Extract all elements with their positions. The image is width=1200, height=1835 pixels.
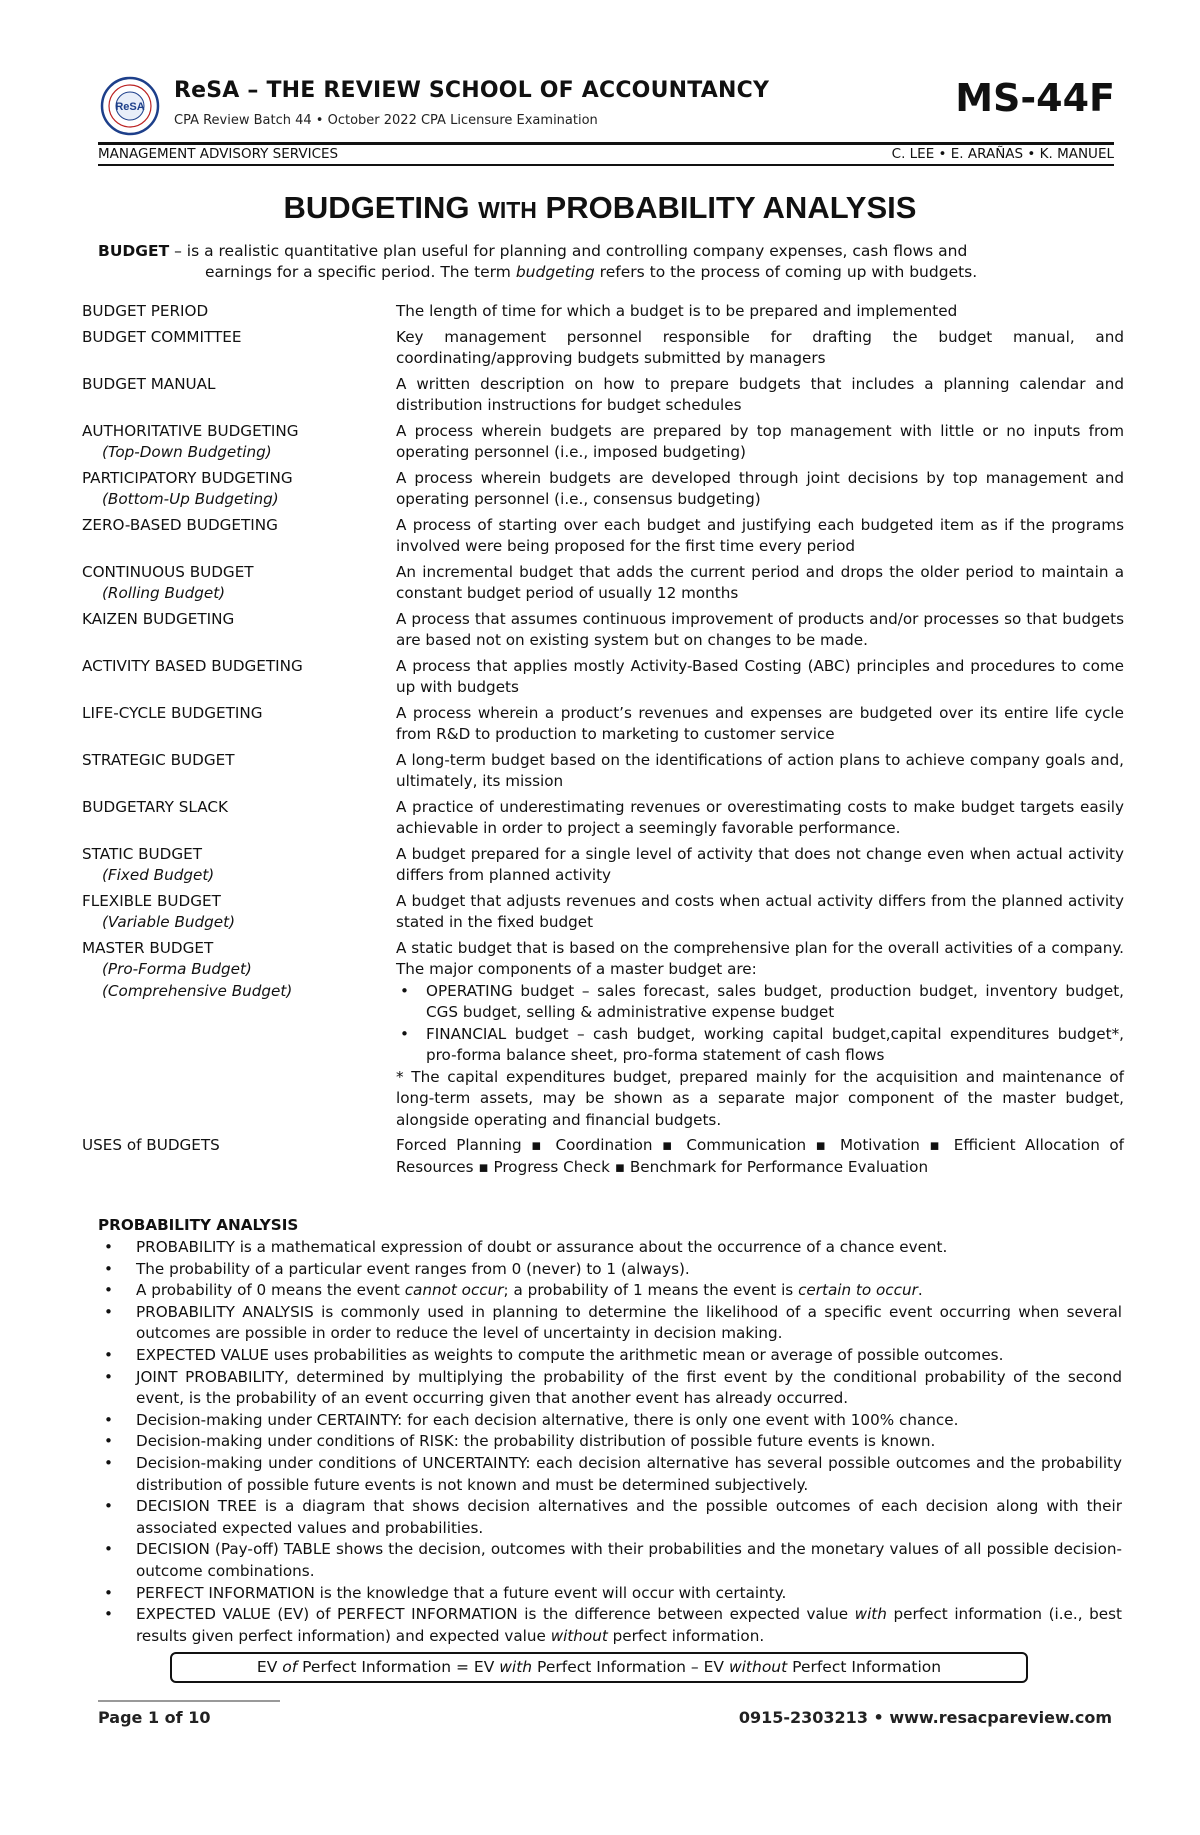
header-rule-bottom <box>98 164 1114 166</box>
text: . <box>917 1281 923 1300</box>
title-part: BUDGETING <box>283 190 479 225</box>
page-title <box>0 190 1200 226</box>
glossary-term-cell <box>82 468 396 511</box>
glossary-row <box>82 703 1122 746</box>
glossary-term-cell <box>82 703 396 746</box>
glossary-description: A practice of underestimating revenues or overestimating costs to make budget targets easily achievable in order to project a seemingly favorable performance. <box>396 797 1124 837</box>
list-item: • PROBABILITY ANALYSIS is commonly used in planning to determine the likelihood of a specific event occurring when several outcomes are possible in order to reduce the level of uncertainty in decision making. <box>98 1302 1122 1345</box>
list-item: • DECISION TREE is a diagram that shows decision alternatives and the possible outcomes of each decision along with their associated expected values and probabilities. <box>98 1496 1122 1539</box>
school-name: ReSA – THE REVIEW SCHOOL OF ACCOUNTANCY <box>174 78 770 103</box>
resa-logo-seal <box>100 76 160 136</box>
text: Perfect Information = EV <box>297 1658 500 1676</box>
glossary-term-cell <box>82 656 396 699</box>
evpi-formula-box <box>170 1652 1028 1683</box>
list-item: • Decision-making under conditions of UNCERTAINTY: each decision alternative has several possible outcomes and the probability distribution of possible future events is not known and must be determined subjectively. <box>98 1453 1122 1496</box>
glossary-row <box>82 468 1122 511</box>
glossary-term-cell <box>82 374 396 417</box>
glossary-term: STATIC BUDGET <box>82 844 203 863</box>
glossary-row <box>82 562 1122 605</box>
glossary-alt-name: (Pro-Forma Budget) <box>102 960 252 978</box>
text: EV <box>256 1658 283 1676</box>
glossary-term-cell <box>82 301 396 323</box>
glossary-term: BUDGET PERIOD <box>82 302 209 320</box>
glossary-description: A process of starting over each budget and justifying each budgeted item as if the programs involved were being proposed for the first time every period <box>396 515 1124 555</box>
emphasis: without <box>550 1626 608 1645</box>
svg-text:ReSA: ReSA <box>115 101 145 113</box>
emphasis: with <box>854 1605 887 1624</box>
emphasis: certain to occur <box>798 1281 918 1300</box>
glossary-row-uses <box>82 1135 1122 1178</box>
list-item <box>98 1280 1122 1302</box>
definition-text: earnings for a specific period. The term <box>205 263 516 281</box>
page-number: Page 1 of 10 <box>98 1708 211 1727</box>
glossary-term: LIFE-CYCLE BUDGETING <box>82 703 263 722</box>
glossary-alt-name: (Fixed Budget) <box>102 866 215 884</box>
glossary-alt-name: (Bottom-Up Budgeting) <box>102 490 279 508</box>
glossary-description: A process wherein a product’s revenues and expenses are budgeted over its entire life cycle from R&D to production to marketing to customer service <box>396 703 1124 743</box>
glossary-term-cell <box>82 562 396 605</box>
batch-line: CPA Review Batch 44 • October 2022 CPA Licensure Examination <box>174 113 598 128</box>
glossary-term-cell <box>82 844 396 887</box>
glossary-row <box>82 609 1122 652</box>
glossary-term: BUDGETARY SLACK <box>82 797 228 816</box>
glossary-description: A process wherein budgets are developed through joint decisions by top management and operating personnel (i.e., consensus budgeting) <box>396 468 1124 508</box>
glossary-term-cell <box>82 327 396 370</box>
glossary-term-cell <box>82 938 396 1132</box>
glossary-term-cell <box>82 1135 396 1178</box>
list-item: • EXPECTED VALUE uses probabilities as weights to compute the arithmetic mean or average of possible outcomes. <box>98 1345 1122 1367</box>
glossary-description: A budget prepared for a single level of activity that does not change even when actual activity differs from planned activity <box>396 844 1124 884</box>
glossary-description <box>396 938 1124 1132</box>
authors-label: C. LEE • E. ARAÑAS • K. MANUEL <box>891 146 1114 162</box>
list-item: • PERFECT INFORMATION is the knowledge that a future event will occur with certainty. <box>98 1583 1122 1605</box>
glossary-term-cell <box>82 797 396 840</box>
glossary-term: CONTINUOUS BUDGET <box>82 562 254 581</box>
glossary-term-cell <box>82 609 396 652</box>
glossary-term: MASTER BUDGET <box>82 938 214 957</box>
glossary-alt-name: (Top-Down Budgeting) <box>102 443 272 461</box>
glossary-row <box>82 891 1122 934</box>
glossary-row-master-budget <box>82 938 1122 1132</box>
header-rule <box>98 142 1114 145</box>
glossary-row <box>82 797 1122 840</box>
master-budget-note: * The capital expenditures budget, prepared mainly for the acquisition and maintenance of long-term assets, may be shown as a separate major component of the master budget, alongside operating and financial budgets. <box>396 1067 1124 1129</box>
glossary-row <box>82 844 1122 887</box>
text: A probability of 0 means the event <box>136 1281 405 1300</box>
glossary-term: FLEXIBLE BUDGET <box>82 891 221 910</box>
glossary-term: AUTHORITATIVE BUDGETING <box>82 421 299 440</box>
glossary-alt-name: (Rolling Budget) <box>102 584 226 602</box>
text: ; a probability of 1 means the event is <box>503 1281 799 1300</box>
subject-label: MANAGEMENT ADVISORY SERVICES <box>98 146 339 162</box>
glossary-row <box>82 750 1122 793</box>
glossary-term-cell <box>82 750 396 793</box>
glossary-term-cell <box>82 421 396 464</box>
footer-contact: 0915-2303213 • www.resacpareview.com <box>738 1708 1112 1727</box>
glossary-description: A process wherein budgets are prepared by top management with little or no inputs from operating personnel (i.e., imposed budgeting) <box>396 421 1124 461</box>
glossary-table <box>82 301 1122 1178</box>
glossary-term: USES of BUDGETS <box>82 1136 220 1154</box>
list-item: • PROBABILITY is a mathematical expression of doubt or assurance about the occurrence of a chance event. <box>98 1237 1122 1259</box>
list-item: • The probability of a particular event ranges from 0 (never) to 1 (always). <box>98 1259 1122 1281</box>
list-item <box>98 1604 1122 1647</box>
text: EXPECTED VALUE (EV) of PERFECT INFORMATION is the difference between expected value <box>136 1605 855 1624</box>
glossary-alt-name: (Comprehensive Budget) <box>102 981 293 1000</box>
list-item: • DECISION (Pay-off) TABLE shows the decision, outcomes with their probabilities and the monetary values of all possible decision-outcome combinations. <box>98 1539 1122 1582</box>
text: Perfect Information – EV <box>532 1658 729 1676</box>
title-part: PROBABILITY ANALYSIS <box>536 190 917 225</box>
glossary-term: PARTICIPATORY BUDGETING <box>82 468 293 487</box>
glossary-row <box>82 301 1122 323</box>
probability-list <box>98 1237 1122 1647</box>
glossary-row <box>82 656 1122 699</box>
glossary-description: A process that assumes continuous improvement of products and/or processes so that budgets are based not on existing system but on changes to be made. <box>396 609 1124 649</box>
list-item: • OPERATING budget – sales forecast, sales budget, production budget, inventory budget, CGS budget, selling & administrative expense budget <box>426 981 1124 1024</box>
definition-emphasis: budgeting <box>515 263 595 281</box>
glossary-description: Forced Planning ▪ Coordination ▪ Communication ▪ Motivation ▪ Efficient Allocation of Resources ▪ Progress Check ▪ Benchmark for Performance Evaluation <box>396 1136 1124 1176</box>
probability-heading: PROBABILITY ANALYSIS <box>98 1216 299 1234</box>
list-item: • JOINT PROBABILITY, determined by multiplying the probability of the first event by the conditional probability of the second event, is the probability of an event occurring given that another event has already occurred. <box>98 1367 1122 1410</box>
glossary-term-cell <box>82 515 396 558</box>
list-item: • Decision-making under conditions of RISK: the probability distribution of possible future events is known. <box>98 1431 1122 1453</box>
text: perfect information. <box>607 1626 765 1645</box>
glossary-term: STRATEGIC BUDGET <box>82 750 235 769</box>
glossary-term: BUDGET COMMITTEE <box>82 327 242 346</box>
budget-definition <box>98 241 1108 283</box>
handout-code: MS-44F <box>955 76 1115 120</box>
emphasis: of <box>282 1658 298 1676</box>
glossary-term: ACTIVITY BASED BUDGETING <box>82 656 303 675</box>
glossary-description: The length of time for which a budget is to be prepared and implemented <box>396 302 958 320</box>
glossary-term: ZERO-BASED BUDGETING <box>82 515 278 534</box>
list-item: • Decision-making under CERTAINTY: for each decision alternative, there is only one event with 100% chance. <box>98 1410 1122 1432</box>
glossary-description: A long-term budget based on the identifications of action plans to achieve company goals and, ultimately, its mission <box>396 750 1124 790</box>
footer-rule <box>98 1700 280 1702</box>
master-budget-components <box>396 981 1124 1067</box>
text: Perfect Information <box>787 1658 942 1676</box>
emphasis: cannot occur <box>404 1281 504 1300</box>
definition-text: – is a realistic quantitative plan useful for planning and controlling company expenses, cash flows and <box>169 242 968 260</box>
glossary-term: BUDGET MANUAL <box>82 374 216 393</box>
definition-text: refers to the process of coming up with budgets. <box>594 263 978 281</box>
glossary-row <box>82 421 1122 464</box>
title-part: WITH <box>478 197 537 223</box>
glossary-description: Key management personnel responsible for drafting the budget manual, and coordinating/approving budgets submitted by managers <box>396 327 1124 367</box>
definition-term: BUDGET <box>98 242 170 260</box>
glossary-term-cell <box>82 891 396 934</box>
glossary-description: An incremental budget that adds the current period and drops the older period to maintain a constant budget period of usually 12 months <box>396 562 1124 602</box>
text: perfect information (i.e., best results given perfect information) and expected value <box>136 1605 1123 1645</box>
glossary-alt-name: (Variable Budget) <box>102 913 236 931</box>
glossary-description: A budget that adjusts revenues and costs when actual activity differs from the planned activity stated in the fixed budget <box>396 891 1124 931</box>
emphasis: without <box>728 1658 788 1676</box>
list-item: • FINANCIAL budget – cash budget, working capital budget,capital expenditures budget*, pro-forma balance sheet, pro-forma statement of cash flows <box>426 1024 1124 1067</box>
glossary-description: A process that applies mostly Activity-Based Costing (ABC) principles and procedures to come up with budgets <box>396 656 1124 696</box>
glossary-row <box>82 515 1122 558</box>
glossary-term: KAIZEN BUDGETING <box>82 609 235 628</box>
glossary-description: A written description on how to prepare budgets that includes a planning calendar and distribution instructions for budget schedules <box>396 374 1124 414</box>
glossary-row <box>82 374 1122 417</box>
master-budget-intro: A static budget that is based on the comprehensive plan for the overall activities of a company. The major components of a master budget are: <box>396 938 1124 978</box>
emphasis: with <box>499 1658 533 1676</box>
glossary-row <box>82 327 1122 370</box>
